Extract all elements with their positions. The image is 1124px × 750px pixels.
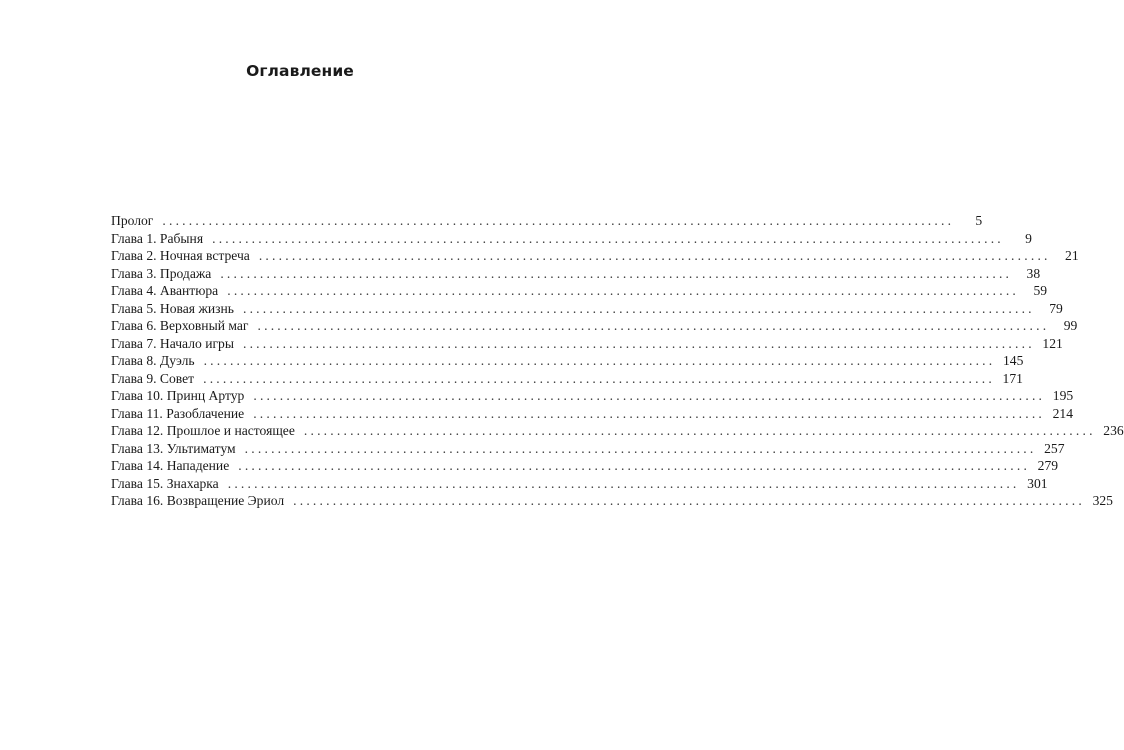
toc-entry-label: Глава 8. Дуэль [111,353,195,368]
toc-entry-label: Глава 2. Ночная встреча [111,248,250,263]
dot-leader: ........................................................................................................................ [227,475,1020,491]
toc-entry [111,475,1048,493]
dot-leader: ........................................................................................................................ [253,405,1046,421]
toc-entry-page: 99 [1063,318,1078,333]
dot-leader: ........................................................................................................................ [227,283,1020,298]
dot-leader: ........................................................................................................................ [242,335,1035,351]
dot-leader: ........................................................................................................................ [162,213,955,228]
toc-entry-label: Глава 4. Авантюра [111,283,219,298]
toc-entry-page: 121 [1042,335,1063,351]
dot-leader: ........................................................................................................................ [220,265,1013,281]
toc-entry [111,387,1074,405]
toc-entry-page: 79 [1049,300,1063,316]
toc-entry-page: 145 [1002,353,1024,368]
toc-entry-label: Глава 15. Знахарка [111,475,219,491]
toc-entry-page: 195 [1052,388,1074,403]
toc-entry [111,422,1124,440]
toc-entry-label: Глава 10. Принц Артур [111,388,245,403]
toc-entry [111,335,1063,353]
dot-leader: ........................................................................................................................ [293,493,1085,508]
dot-leader: ........................................................................................................................ [238,458,1031,473]
toc-entry-page: 325 [1092,493,1113,508]
dot-leader: ........................................................................................................................ [258,248,1051,263]
dot-leader: ........................................................................................................................ [203,370,995,386]
toc-entry-page: 5 [975,213,983,228]
toc-entry [111,300,1063,318]
toc-entry-page: 279 [1037,458,1059,473]
toc-entry-label: Глава 1. Рабыня [111,230,204,246]
toc-entry [111,457,1059,475]
toc-entry-page: 9 [1025,230,1032,246]
dot-leader: ........................................................................................................................ [212,230,1004,246]
toc-entry [111,440,1065,458]
toc-entry [111,352,1024,370]
toc-entry-page: 236 [1103,423,1124,438]
dot-leader: ........................................................................................................................ [253,388,1046,403]
toc-entry-label: Глава 11. Разоблачение [111,405,245,421]
toc-entry-label: Глава 6. Верховный маг [111,318,249,333]
toc-entry-page: 171 [1002,370,1023,386]
dot-leader: ........................................................................................................................ [244,440,1037,456]
toc-entry-label: Глава 12. Прошлое и настоящее [111,423,295,438]
toc-entry-label: Глава 3. Продажа [111,265,212,281]
toc-entry-label: Глава 16. Возвращение Эриол [111,493,285,508]
toc-entry [111,370,1023,388]
toc-entry-page: 301 [1027,475,1048,491]
toc-entry-page: 257 [1044,440,1065,456]
toc-entry-label: Глава 13. Ультиматум [111,440,236,456]
toc-entry-page: 21 [1065,248,1079,263]
toc-entry-label: Пролог [111,213,154,228]
toc-entry [111,317,1078,335]
toc-entry [111,230,1032,248]
toc-entry-page: 214 [1052,405,1074,421]
page-title: Оглавление [246,62,354,80]
toc-entry [111,247,1079,265]
toc-entry [111,212,983,230]
dot-leader: ........................................................................................................................ [257,318,1050,333]
toc-entry-label: Глава 5. Новая жизнь [111,300,234,316]
toc-entry-page: 38 [1026,265,1041,281]
dot-leader: ........................................................................................................................ [203,353,996,368]
toc-entry-label: Глава 14. Нападение [111,458,230,473]
toc-entry-label: Глава 7. Начало игры [111,335,234,351]
toc-entry [111,492,1113,510]
dot-leader: ........................................................................................................................ [242,300,1035,316]
dot-leader: ........................................................................................................................ [303,423,1096,438]
toc-entry [111,405,1074,423]
toc-entry [111,265,1041,283]
toc-entry-page: 59 [1033,283,1048,298]
table-of-contents [111,212,1124,510]
toc-entry-label: Глава 9. Совет [111,370,195,386]
toc-entry [111,282,1048,300]
